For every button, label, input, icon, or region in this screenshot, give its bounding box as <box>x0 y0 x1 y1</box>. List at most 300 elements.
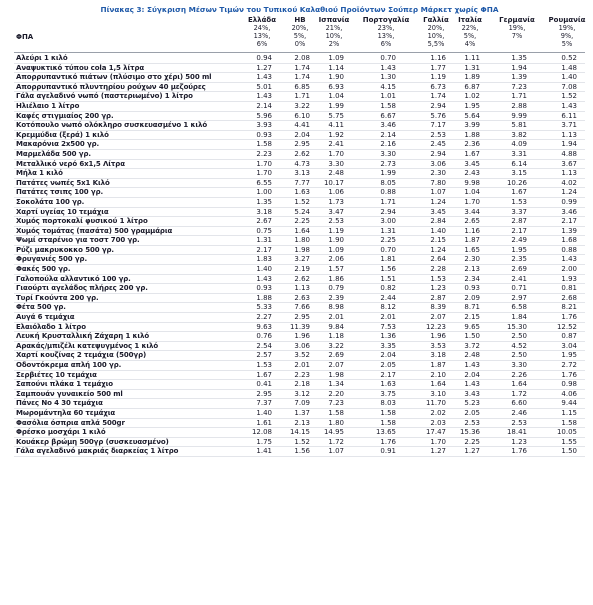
product-name: Γιαούρτι αγελάδος πλήρες 200 γρ. <box>16 284 148 293</box>
price-cell: 1.56 <box>380 265 396 274</box>
price-cell: 1.07 <box>328 447 344 456</box>
price-cell: 1.40 <box>561 73 577 82</box>
table-row <box>14 227 585 237</box>
price-cell: 1.76 <box>561 313 577 322</box>
price-cell: 10.26 <box>506 178 527 187</box>
price-cell: 2.53 <box>511 418 527 427</box>
price-cell: 3.30 <box>380 149 396 158</box>
product-name: Κοτόπουλο νωπό ολόκληρο συσκευασμένο 1 κιλό <box>16 121 208 130</box>
price-cell: 0.79 <box>328 284 344 293</box>
price-cell: 0.93 <box>464 284 480 293</box>
price-cell: 6.10 <box>294 111 310 120</box>
product-name: Πατάτες νωπές 5x1 Κιλό <box>16 178 110 187</box>
product-name: Πάνες Νο 4 30 τεμάχια <box>16 399 103 408</box>
price-cell: 1.67 <box>464 149 480 158</box>
price-cell: 1.58 <box>328 408 344 417</box>
price-cell: 2.01 <box>380 313 396 322</box>
product-name: Χαρτί κουζίνας 2 τεμάχια (500γρ) <box>16 351 147 360</box>
price-cell: 15.36 <box>459 428 480 437</box>
price-cell: 5.64 <box>464 111 480 120</box>
price-cell: 2.05 <box>464 408 480 417</box>
price-cell: 1.53 <box>430 274 446 283</box>
price-cell: 1.58 <box>380 408 396 417</box>
price-cell: 4.41 <box>294 121 310 130</box>
price-cell: 2.73 <box>380 159 396 168</box>
price-cell: 1.81 <box>380 255 396 264</box>
product-name: Ρύζι μακρυκοκκο 500 γρ. <box>16 245 114 254</box>
price-cell: 2.68 <box>561 293 577 302</box>
price-cell: 1.30 <box>380 73 396 82</box>
row-separator <box>14 456 585 457</box>
price-cell: 4.06 <box>561 389 577 398</box>
price-cell: 13.65 <box>375 428 396 437</box>
price-cell: 3.37 <box>511 207 527 216</box>
price-cell: 5.24 <box>294 207 310 216</box>
price-cell: 0.91 <box>380 447 396 456</box>
product-name: Χαρτί υγείας 10 τεμάχια <box>16 207 109 216</box>
table-row <box>14 179 585 189</box>
price-cell: 3.44 <box>464 207 480 216</box>
price-cell: 0.88 <box>561 245 577 254</box>
price-cell: 1.23 <box>511 437 527 446</box>
table-row <box>14 428 585 438</box>
price-cell: 1.96 <box>294 332 310 341</box>
price-cell: 1.71 <box>511 92 527 101</box>
price-cell: 1.84 <box>511 313 527 322</box>
country-vat-rates: 20%, 10%, 5,5% <box>427 24 445 48</box>
price-cell: 0.70 <box>380 245 396 254</box>
table-row <box>14 160 585 170</box>
price-cell: 1.87 <box>430 361 446 369</box>
price-cell: 11.39 <box>289 322 310 331</box>
price-cell: 7.66 <box>294 303 310 312</box>
product-name: Οδοντόκρεμα απλή 100 γρ. <box>16 361 122 369</box>
price-cell: 1.86 <box>328 274 344 283</box>
price-cell: 2.20 <box>328 389 344 398</box>
price-cell: 1.24 <box>430 197 446 206</box>
price-cell: 6.58 <box>511 303 527 312</box>
price-cell: 5.75 <box>328 111 344 120</box>
price-cell: 1.43 <box>256 92 272 101</box>
price-cell: 5.23 <box>464 399 480 408</box>
price-cell: 2.54 <box>256 341 272 350</box>
price-cell: 1.73 <box>328 197 344 206</box>
price-cell: 2.43 <box>464 169 480 178</box>
price-cell: 1.63 <box>380 380 396 389</box>
price-cell: 3.35 <box>380 341 396 350</box>
price-cell: 1.40 <box>256 408 272 417</box>
table-row <box>14 169 585 179</box>
price-cell: 4.73 <box>294 159 310 168</box>
price-cell: 1.00 <box>256 188 272 197</box>
table-row <box>14 246 585 256</box>
price-cell: 1.27 <box>464 447 480 456</box>
price-cell: 2.05 <box>380 361 396 369</box>
price-cell: 1.02 <box>464 92 480 101</box>
price-cell: 1.65 <box>464 245 480 254</box>
price-cell: 3.10 <box>430 389 446 398</box>
price-cell: 7.23 <box>328 399 344 408</box>
price-cell: 15.30 <box>506 322 527 331</box>
table-row <box>14 371 585 381</box>
product-name: Φέτα 500 γρ. <box>16 303 66 312</box>
price-cell: 4.88 <box>561 149 577 158</box>
price-cell: 3.71 <box>561 121 577 130</box>
price-cell: 0.41 <box>256 380 272 389</box>
price-cell: 2.87 <box>511 217 527 226</box>
price-cell: 2.39 <box>328 293 344 302</box>
product-name: Πατάτες τσιπς 100 γρ. <box>16 188 104 197</box>
country-vat-rates: 19%, 9%, 5% <box>558 24 576 48</box>
price-cell: 3.18 <box>430 351 446 360</box>
price-cell: 2.00 <box>561 265 577 274</box>
price-cell: 0.94 <box>256 54 272 62</box>
price-cell: 1.58 <box>380 418 396 427</box>
price-cell: 1.83 <box>256 255 272 264</box>
table-row <box>14 236 585 246</box>
price-cell: 1.13 <box>561 169 577 178</box>
table-row <box>14 140 585 150</box>
price-cell: 11.70 <box>425 399 446 408</box>
price-cell: 1.80 <box>328 418 344 427</box>
price-cell: 1.90 <box>328 236 344 245</box>
price-cell: 1.39 <box>561 226 577 235</box>
table-row <box>14 112 585 122</box>
price-cell: 3.00 <box>380 217 396 226</box>
price-cell: 4.09 <box>511 140 527 149</box>
price-cell: 2.35 <box>511 255 527 264</box>
price-cell: 7.17 <box>430 121 446 130</box>
price-cell: 6.93 <box>328 82 344 91</box>
price-cell: 1.52 <box>294 437 310 446</box>
price-cell: 3.27 <box>294 255 310 264</box>
price-cell: 1.35 <box>511 54 527 62</box>
product-name: Αυγά 6 τεμάχια <box>16 313 75 322</box>
price-cell: 2.23 <box>256 149 272 158</box>
price-cell: 0.81 <box>561 284 577 293</box>
price-cell: 1.58 <box>380 101 396 110</box>
price-cell: 1.39 <box>511 73 527 82</box>
price-cell: 1.31 <box>256 236 272 245</box>
price-cell: 6.60 <box>511 399 527 408</box>
price-cell: 1.96 <box>430 332 446 341</box>
price-cell: 1.70 <box>328 149 344 158</box>
price-cell: 2.27 <box>256 313 272 322</box>
price-cell: 2.18 <box>294 380 310 389</box>
price-cell: 2.69 <box>328 351 344 360</box>
price-cell: 2.62 <box>294 274 310 283</box>
price-cell: 1.06 <box>328 188 344 197</box>
price-cell: 1.74 <box>294 63 310 72</box>
product-name: Αναψυκτικό τύπου cola 1,5 λίτρα <box>16 63 145 72</box>
price-cell: 0.52 <box>561 54 577 62</box>
price-cell: 1.48 <box>561 63 577 72</box>
table-row <box>14 83 585 93</box>
price-cell: 2.64 <box>430 255 446 264</box>
product-name: Σοκολάτα 100 γρ. <box>16 197 85 206</box>
price-cell: 0.87 <box>561 332 577 341</box>
price-cell: 2.23 <box>294 370 310 379</box>
price-cell: 1.31 <box>464 63 480 72</box>
price-cell: 4.15 <box>380 82 396 91</box>
product-name: Αρακάς/μπιζέλι κατεψυγμένος 1 κιλό <box>16 341 159 350</box>
price-cell: 1.58 <box>561 418 577 427</box>
price-cell: 3.13 <box>294 169 310 178</box>
price-cell: 1.71 <box>380 197 396 206</box>
price-cell: 1.14 <box>328 63 344 72</box>
product-name: Χυμός πορτοκαλί φυσικού 1 λίτρο <box>16 217 148 226</box>
price-cell: 5.96 <box>256 111 272 120</box>
price-cell: 8.39 <box>430 303 446 312</box>
price-cell: 1.95 <box>561 351 577 360</box>
price-cell: 2.02 <box>430 408 446 417</box>
price-cell: 2.44 <box>380 293 396 302</box>
price-cell: 1.76 <box>511 447 527 456</box>
price-cell: 5.01 <box>256 82 272 91</box>
price-cell: 8.12 <box>380 303 396 312</box>
country-name: Ιταλία <box>458 16 482 24</box>
table-row <box>14 351 585 361</box>
price-cell: 1.88 <box>256 293 272 302</box>
price-cell: 7.80 <box>430 178 446 187</box>
price-cell: 2.41 <box>328 140 344 149</box>
price-cell: 7.09 <box>294 399 310 408</box>
price-cell: 2.06 <box>328 255 344 264</box>
price-cell: 2.69 <box>511 265 527 274</box>
price-cell: 14.15 <box>289 428 310 437</box>
table-row <box>14 342 585 352</box>
price-cell: 8.71 <box>464 303 480 312</box>
price-cell: 1.23 <box>430 284 446 293</box>
price-cell: 1.43 <box>464 361 480 369</box>
price-cell: 12.52 <box>556 322 577 331</box>
price-cell: 1.37 <box>294 408 310 417</box>
price-cell: 7.23 <box>511 82 527 91</box>
table-row <box>14 102 585 112</box>
price-cell: 3.12 <box>294 389 310 398</box>
price-cell: 1.43 <box>561 255 577 264</box>
price-cell: 2.17 <box>256 245 272 254</box>
price-cell: 2.19 <box>294 265 310 274</box>
price-cell: 1.70 <box>256 159 272 168</box>
table-row <box>14 399 585 409</box>
product-name: Ψωμί σταρένιο για τοστ 700 γρ. <box>16 236 140 245</box>
product-name: Γάλα αγελαδινό μακριάς διαρκείας 1 λίτρο <box>16 447 179 456</box>
table-row <box>14 323 585 333</box>
price-cell: 0.88 <box>380 188 396 197</box>
price-cell: 1.40 <box>430 226 446 235</box>
price-cell: 2.01 <box>294 361 310 369</box>
table-title: Πίνακας 3: Σύγκριση Μέσων Τιμών του Τυπικού Καλαθιού Προϊόντων Σούπερ Μάρκετ χωρίς ΦΠΑ <box>100 5 499 14</box>
price-cell: 14.95 <box>323 428 344 437</box>
price-cell: 1.67 <box>256 370 272 379</box>
table-row <box>14 217 585 227</box>
table-row <box>14 92 585 102</box>
price-cell: 1.99 <box>328 101 344 110</box>
product-name: Σαπούνι πλάκα 1 τεμάχιο <box>16 380 113 389</box>
price-cell: 1.64 <box>294 226 310 235</box>
price-cell: 8.03 <box>380 399 396 408</box>
table-row <box>14 447 585 457</box>
price-cell: 0.75 <box>256 226 272 235</box>
table-row <box>14 131 585 141</box>
price-cell: 3.67 <box>561 159 577 168</box>
price-cell: 7.08 <box>561 82 577 91</box>
price-cell: 1.43 <box>380 63 396 72</box>
price-cell: 1.63 <box>294 188 310 197</box>
price-cell: 1.67 <box>511 188 527 197</box>
price-cell: 3.46 <box>380 121 396 130</box>
price-cell: 2.07 <box>328 361 344 369</box>
price-cell: 6.67 <box>380 111 396 120</box>
table-row <box>14 390 585 400</box>
price-cell: 2.65 <box>464 217 480 226</box>
price-cell: 1.70 <box>256 169 272 178</box>
price-cell: 1.11 <box>464 54 480 62</box>
price-cell: 0.76 <box>256 332 272 341</box>
price-cell: 2.95 <box>294 140 310 149</box>
price-cell: 2.46 <box>511 408 527 417</box>
price-cell: 7.77 <box>294 178 310 187</box>
price-cell: 1.31 <box>380 226 396 235</box>
price-cell: 2.03 <box>430 418 446 427</box>
table-row <box>14 275 585 285</box>
price-cell: 1.94 <box>561 140 577 149</box>
table-row <box>14 303 585 313</box>
price-cell: 3.15 <box>511 169 527 178</box>
price-cell: 1.75 <box>256 437 272 446</box>
price-cell: 1.19 <box>430 73 446 82</box>
price-cell: 1.90 <box>328 73 344 82</box>
country-vat-rates: 24%, 13%, 6% <box>253 24 271 48</box>
price-cell: 1.92 <box>328 130 344 139</box>
price-cell: 1.13 <box>294 284 310 293</box>
price-cell: 1.72 <box>511 389 527 398</box>
price-cell: 2.63 <box>294 293 310 302</box>
price-cell: 5.81 <box>511 121 527 130</box>
price-cell: 2.72 <box>561 361 577 369</box>
price-cell: 2.62 <box>294 149 310 158</box>
price-cell: 9.44 <box>561 399 577 408</box>
price-cell: 1.88 <box>464 130 480 139</box>
price-cell: 10.17 <box>323 178 344 187</box>
country-name: Πορτογαλία <box>362 16 410 24</box>
country-name: ΗΒ <box>294 16 306 24</box>
price-table-body <box>14 54 585 457</box>
price-cell: 9.98 <box>464 178 480 187</box>
price-cell: 2.25 <box>464 437 480 446</box>
table-row <box>14 73 585 83</box>
price-cell: 1.34 <box>328 380 344 389</box>
price-cell: 1.04 <box>328 92 344 101</box>
price-cell: 9.63 <box>256 322 272 331</box>
price-cell: 2.15 <box>464 313 480 322</box>
price-cell: 2.28 <box>430 265 446 274</box>
price-cell: 6.73 <box>430 82 446 91</box>
price-cell: 2.84 <box>430 217 446 226</box>
price-cell: 2.15 <box>430 236 446 245</box>
country-name: Ρουμανία <box>548 16 586 24</box>
table-row <box>14 380 585 390</box>
price-cell: 2.14 <box>256 101 272 110</box>
price-cell: 2.04 <box>294 130 310 139</box>
price-cell: 1.72 <box>328 437 344 446</box>
price-cell: 1.57 <box>328 265 344 274</box>
price-cell: 0.93 <box>256 284 272 293</box>
price-cell: 2.10 <box>430 370 446 379</box>
price-cell: 1.53 <box>511 197 527 206</box>
price-cell: 3.06 <box>294 341 310 350</box>
price-cell: 3.82 <box>511 130 527 139</box>
product-name: Καφές στιγμιαίος 200 γρ. <box>16 111 114 120</box>
price-cell: 8.05 <box>380 178 396 187</box>
price-cell: 2.49 <box>511 236 527 245</box>
table-row <box>14 265 585 275</box>
price-cell: 9.84 <box>328 322 344 331</box>
price-cell: 2.53 <box>430 130 446 139</box>
price-cell: 2.53 <box>328 217 344 226</box>
price-cell: 3.46 <box>561 207 577 216</box>
product-name: Φακές 500 γρ. <box>16 265 71 274</box>
country-column-header <box>304 16 364 48</box>
table-row <box>14 438 585 448</box>
price-cell: 3.22 <box>328 341 344 350</box>
price-cell: 2.04 <box>464 370 480 379</box>
table-row <box>14 284 585 294</box>
price-cell: 2.88 <box>511 101 527 110</box>
price-cell: 1.50 <box>561 447 577 456</box>
price-cell: 3.45 <box>430 207 446 216</box>
table-row <box>14 54 585 64</box>
price-cell: 1.19 <box>328 226 344 235</box>
table-row <box>14 64 585 74</box>
price-cell: 2.87 <box>430 293 446 302</box>
price-cell: 1.98 <box>328 370 344 379</box>
price-cell: 1.24 <box>561 188 577 197</box>
price-cell: 4.52 <box>511 341 527 350</box>
table-row <box>14 208 585 218</box>
price-cell: 5.76 <box>430 111 446 120</box>
price-cell: 2.50 <box>511 332 527 341</box>
price-cell: 1.74 <box>294 73 310 82</box>
product-name: Γάλα αγελαδινό νωπό (παστεριωμένο) 1 λίτρο <box>16 92 193 101</box>
country-column-header <box>537 16 593 48</box>
product-name: Γαλοπούλα αλλαντικό 100 γρ. <box>16 274 131 283</box>
price-cell: 3.31 <box>511 149 527 158</box>
table-row <box>14 332 585 342</box>
product-name: Μαρμελάδα 500 γρ. <box>16 149 91 158</box>
price-cell: 5.33 <box>256 303 272 312</box>
table-row <box>14 255 585 265</box>
country-name: Ελλάδα <box>247 16 277 24</box>
price-cell: 2.25 <box>380 236 396 245</box>
country-vat-rates: 21%, 10%, 2% <box>325 24 343 48</box>
price-cell: 1.80 <box>294 236 310 245</box>
price-cell: 1.64 <box>511 380 527 389</box>
price-cell: 1.99 <box>380 169 396 178</box>
price-cell: 1.58 <box>256 140 272 149</box>
price-cell: 12.23 <box>425 322 446 331</box>
price-cell: 4.11 <box>328 121 344 130</box>
country-name: Γαλλία <box>423 16 449 24</box>
price-cell: 0.93 <box>256 130 272 139</box>
price-cell: 6.55 <box>256 178 272 187</box>
product-name: Λευκή Κρυσταλλική Ζάχαρη 1 κιλό <box>16 332 150 341</box>
price-cell: 2.95 <box>256 389 272 398</box>
price-cell: 10.05 <box>556 428 577 437</box>
price-cell: 2.94 <box>430 101 446 110</box>
price-cell: 2.48 <box>464 351 480 360</box>
